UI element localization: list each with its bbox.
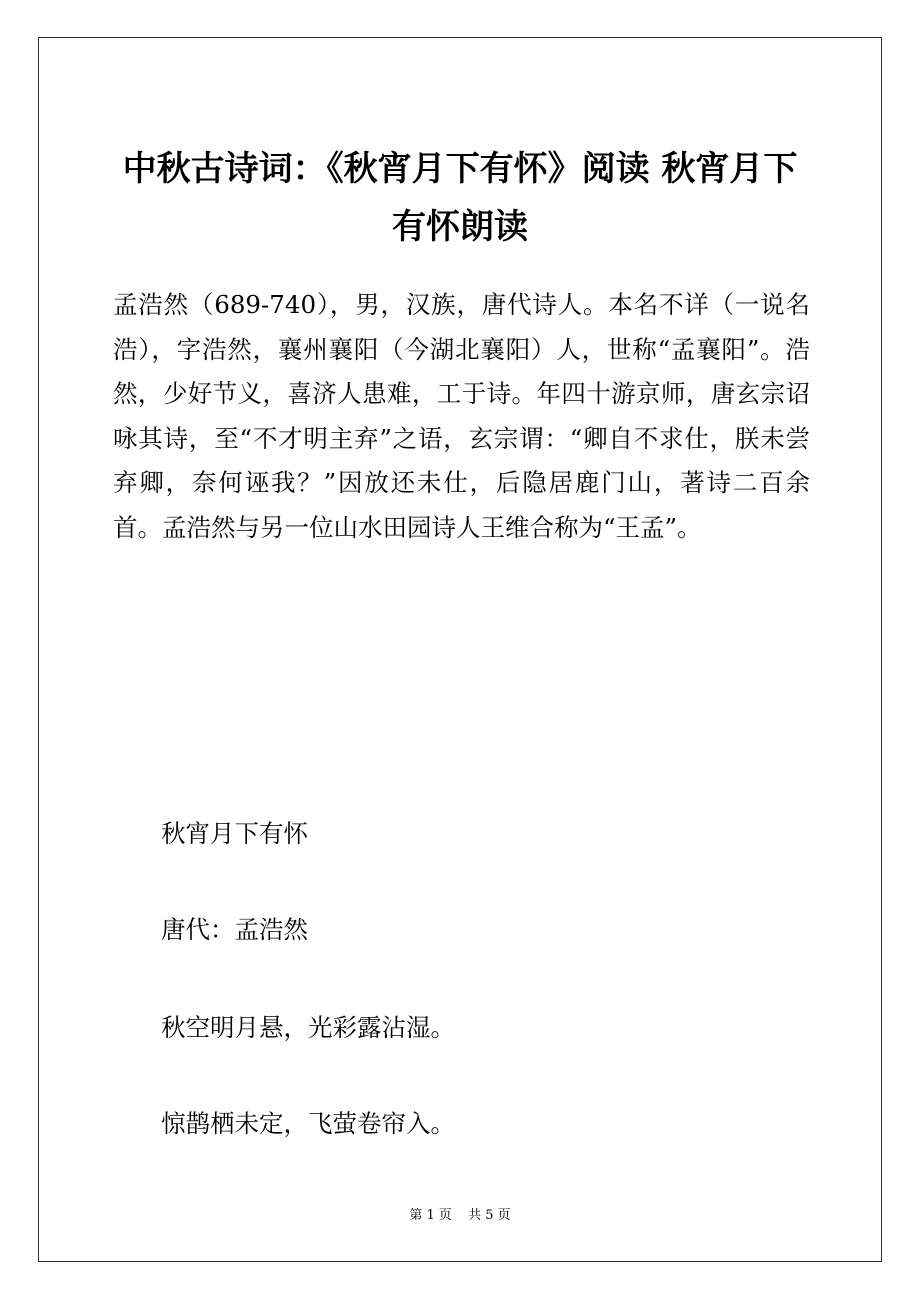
page-count: 共 5 页	[468, 1208, 511, 1223]
poem-title: 秋宵月下有怀	[161, 819, 308, 848]
page-footer	[0, 1207, 920, 1225]
poem-line-2: 惊鹊栖未定，飞萤卷帘入。	[161, 1109, 455, 1138]
title-line-1: 中秋古诗词：《秋宵月下有怀》阅读 秋宵月下	[122, 149, 798, 189]
title-line-2: 有怀朗读	[392, 207, 528, 247]
poem-author: 唐代：孟浩然	[161, 915, 308, 944]
author-introduction: 孟浩然（689-740），男，汉族，唐代诗人。本名不详（一说名浩），字浩然，襄州襄阳（今湖北襄阳）人，世称“孟襄阳”。浩然，少好节义，喜济人患难，工于诗。年四十游京师，唐玄宗诏咏其诗，至“不才明主弃”之语，玄宗谓：“卿自不求仕，朕未尝弃卿，奈何诬我？”因放还未仕，后隐居鹿门山，著诗二百余首。孟浩然与另一位山水田园诗人王维合称为“王孟”。	[113, 290, 810, 542]
poem-line-1: 秋空明月悬，光彩露沾湿。	[161, 1013, 455, 1042]
page-number: 第 1 页	[409, 1208, 452, 1223]
page-title	[60, 140, 860, 256]
